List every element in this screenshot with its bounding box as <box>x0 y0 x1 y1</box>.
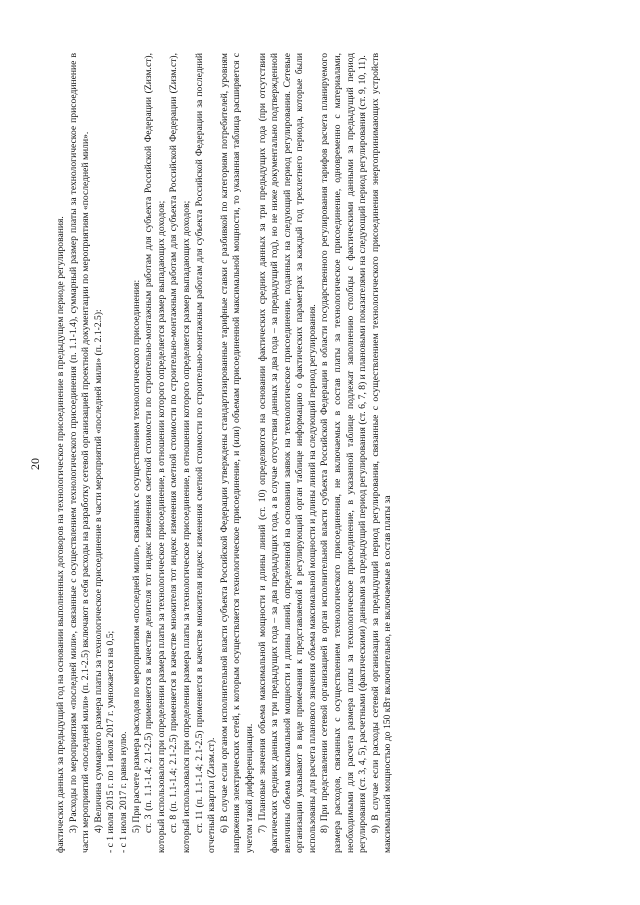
rotated-text-block <box>28 53 595 853</box>
paragraph-3: 3) Расходы по мероприятиям «последней мили», связанные с осуществлением технологического присоединения (п. 1.1-1.4), суммарный размер платы за технологическое присоединение в части мероприятий «последней мили» (п. 2.1-2.5) включают в себя расходы на разработку сетевой организацией проектной документации по мероприятиям «последней мили». <box>67 53 92 853</box>
paragraph-continuation: фактических данных за предыдущий год на основании выполненных договоров на технологическое присоединение в предыдущем периоде регулирования. <box>55 216 66 853</box>
paragraph-5-st3: ст. 3 (п. 1.1-1.4; 2.1-2.5) применяется в качестве делителя тот индекс изменения сметной стоимости по строительно-монтажным работам для субъекта Российской Федерации (Zизм.ст), который использовался при определении размера платы за технологическое присоединение, в отношении которого определяется размер выпадающих доходов; <box>143 53 167 853</box>
paragraph-5: 5) При расчете размера расходов по мероприятиям «последней мили», связанных с осуществлением технологического присоединения: <box>130 279 142 833</box>
paragraph-5-st11: ст. 11 (п. 1.1-1.4; 2.1-2.5) применяется в качестве множителя индекс изменения сметной стоимости по строительно-монтажным работам для субъекта Российской Федерации за последний отчетный квартал (Zизм.ст). <box>193 53 218 853</box>
paragraph-4: 4) Величина суммарного размера платы за технологическое присоединение в части мероприятий «последней мили» (п. 2.1-2.5): <box>92 309 104 833</box>
paragraph-7: 7) Плановые значения объема максимальной мощности и длины линий (ст. 10) определяются на основании фактических средних данных за три предыдущих года (при отсутствии фактических средних данных за три предыдущих года – за два предыдущих года, а в случае отсутствия данных за два года – за предыдущий год), но не ниже документально подтвержденной величины объема максимальной мощности и длины линий, определенной на основании заявок на технологическое присоединение, поданных на следующий период регулирования. Сетевые организации указывают в виде примечания к представляемой в регулирующий орган таблице информацию о фактических параметрах за каждый год трехлетнего периода, которые были использованы для расчета планового значения объема максимальной мощности и длины линий на следующий период регулирования. <box>256 53 318 853</box>
list-item-2017: - с 1 июля 2017 г. равна нулю. <box>117 731 129 853</box>
paragraph-9: 9) В случае если расходы сетевой организации за предыдущий период регулирования, связанные с осуществлением технологического присоединения энергопринимающих устройств максимальной мощностью до 150 кВт включительно, не включаемые в состав платы за <box>369 53 394 853</box>
paragraph-8: 8) При представлении сетевой организацией в орган исполнительной власти субъекта Российской Федерации в области государственного регулирования тарифов расчета планируемого размера расходов, связанных с осуществлением технологического присоединения, не включаемых в состав платы за технологическое присоединение, одновременно с материалами, необходимыми для расчета размера платы за технологическое присоединение, в указанной таблице подлежат заполнению столбцы с фактическими данными за предыдущий период регулирования (ст. 3, 4, 5), расчетными (фактическими) данными за предыдущий период регулирования (ст. 6, 7, 8) и плановыми показателями на следующий период регулирования (ст. 9, 10, 11). <box>319 53 369 853</box>
page-number: 20 <box>28 458 42 470</box>
paragraph-5-st8: ст. 8 (п. 1.1-1.4; 2.1-2.5) применяется в качестве множителя тот индекс изменения сметной стоимости по строительно-монтажным работам для субъекта Российской Федерации (Zизм.ст), который использовался при определении размера платы за технологическое присоединение, в отношении которого определяется размер выпадающих доходов; <box>168 53 192 853</box>
paragraph-6: 6) В случае если органом исполнительной власти субъекта Российской Федерации утверждены стандартизированные тарифные ставки с разбивкой по категориям потребителей, уровням напряжения электрических сетей, к которым осуществляется технологическое присоединение, и (или) объемам присоединенной максимальной мощности, то указанная таблица расширяется с учетом такой дифференциации. <box>218 53 255 853</box>
list-item-2015: - с 1 июля 2015 г. по 1 июля 2017 г. умножается на 0,5; <box>105 630 117 853</box>
